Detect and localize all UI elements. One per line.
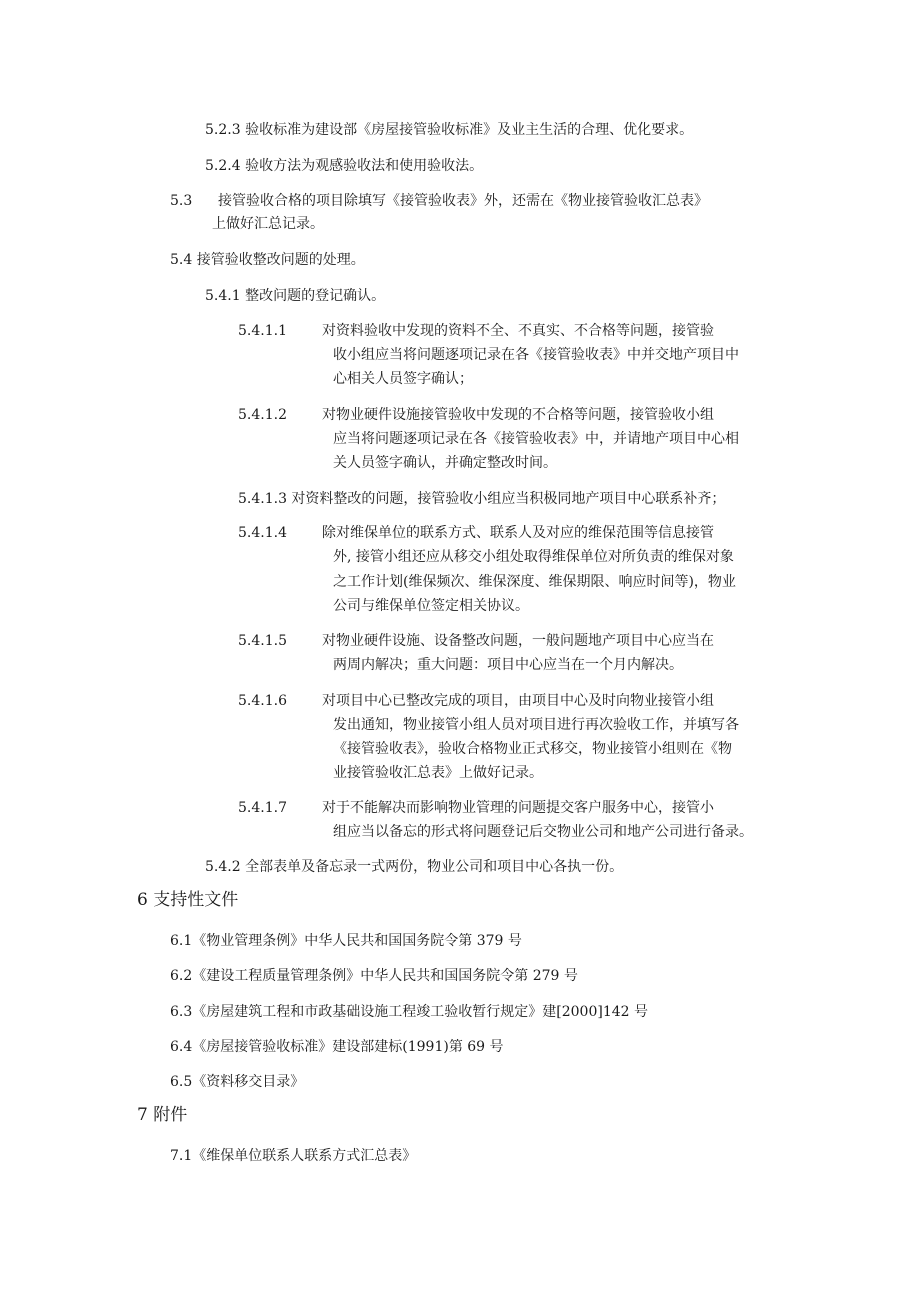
reference-6-3: 6.3《房屋建筑工程和市政基础设施工程竣工验收暂行规定》建[2000]142 号 — [170, 1004, 648, 1020]
clause-5-4-1-1-line-1: 对资料验收中发现的资料不全、不真实、不合格等问题，接管验 — [322, 323, 714, 339]
reference-6-5: 6.5《资料移交目录》 — [170, 1074, 305, 1090]
attachment-7-1: 7.1《维保单位联系人联系方式汇总表》 — [170, 1148, 417, 1164]
clause-5-4-1: 5.4.1 整改问题的登记确认。 — [205, 288, 386, 304]
clause-5-4-1-6-line-1: 对项目中心已整改完成的项目，由项目中心及时向物业接管小组 — [322, 693, 714, 709]
clause-5-4-2: 5.4.2 全部表单及备忘录一式两份，物业公司和项目中心各执一份。 — [205, 859, 624, 875]
clause-5-4-1-4-number: 5.4.1.4 — [238, 525, 287, 541]
clause-5-4-1-7-number: 5.4.1.7 — [238, 800, 287, 816]
clause-5-2-3: 5.2.3 验收标准为建设部《房屋接管验收标准》及业主生活的合理、优化要求。 — [205, 122, 694, 138]
section-heading-6: 6 支持性文件 — [137, 890, 239, 910]
clause-5-4-1-6-number: 5.4.1.6 — [238, 693, 287, 709]
clause-5-4-1-2-line-3: 关人员签字确认，并确定整改时间。 — [333, 455, 557, 471]
clause-5-4-1-7-line-2: 组应当以备忘的形式将问题登记后交物业公司和地产公司进行备录。 — [333, 824, 753, 840]
clause-5-3-number: 5.3 — [170, 193, 193, 209]
clause-5-4-1-4-line-4: 公司与维保单位签定相关协议。 — [333, 598, 529, 614]
reference-6-4: 6.4《房屋接管验收标准》建设部建标(1991)第 69 号 — [170, 1039, 504, 1055]
clause-5-2-4: 5.2.4 验收方法为观感验收法和使用验收法。 — [205, 158, 484, 174]
clause-5-4-1-6-line-2: 发出通知，物业接管小组人员对项目进行再次验收工作，并填写各 — [333, 717, 739, 733]
clause-5-4-1-2-number: 5.4.1.2 — [238, 407, 287, 423]
clause-5-4-1-6-line-4: 业接管验收汇总表》上做好记录。 — [333, 765, 543, 781]
clause-5-4-1-5-number: 5.4.1.5 — [238, 633, 287, 649]
clause-5-4-1-7-line-1: 对于不能解决而影响物业管理的问题提交客户服务中心，接管小 — [322, 800, 714, 816]
clause-5-4-1-5-line-1: 对物业硬件设施、设备整改问题，一般问题地产项目中心应当在 — [322, 633, 714, 649]
clause-5-4-1-1-line-3: 心相关人员签字确认； — [333, 371, 473, 387]
clause-5-4-1-1-number: 5.4.1.1 — [238, 323, 287, 339]
clause-5-4-1-3: 5.4.1.3 对资料整改的问题，接管验收小组应当积极同地产项目中心联系补齐； — [238, 491, 726, 507]
clause-5-4-1-4-line-1: 除对维保单位的联系方式、联系人及对应的维保范围等信息接管 — [322, 525, 714, 541]
clause-5-4-1-5-line-2: 两周内解决；重大问题：项目中心应当在一个月内解决。 — [333, 657, 683, 673]
clause-5-4-1-4-line-2: 外, 接管小组还应从移交小组处取得维保单位对所负责的维保对象 — [333, 549, 734, 565]
clause-5-4-1-2-line-1: 对物业硬件设施接管验收中发现的不合格等问题，接管验收小组 — [322, 407, 714, 423]
clause-5-4-1-2-line-2: 应当将问题逐项记录在各《接管验收表》中，并请地产项目中心相 — [333, 431, 739, 447]
clause-5-4-1-4-line-3: 之工作计划(维保频次、维保深度、维保期限、响应时间等)，物业 — [333, 574, 736, 590]
section-heading-7: 7 附件 — [137, 1105, 188, 1125]
clause-5-3-line-1: 接管验收合格的项目除填写《接管验收表》外，还需在《物业接管验收汇总表》 — [218, 193, 708, 209]
clause-5-4: 5.4 接管验收整改问题的处理。 — [170, 252, 365, 268]
clause-5-4-1-6-line-3: 《接管验收表》，验收合格物业正式移交，物业接管小组则在《物 — [333, 741, 732, 757]
reference-6-1: 6.1《物业管理条例》中华人民共和国国务院令第 379 号 — [170, 933, 522, 949]
clause-5-4-1-1-line-2: 收小组应当将问题逐项记录在各《接管验收表》中并交地产项目中 — [333, 347, 739, 363]
clause-5-3-line-2: 上做好汇总记录。 — [212, 216, 324, 232]
reference-6-2: 6.2《建设工程质量管理条例》中华人民共和国国务院令第 279 号 — [170, 968, 578, 984]
